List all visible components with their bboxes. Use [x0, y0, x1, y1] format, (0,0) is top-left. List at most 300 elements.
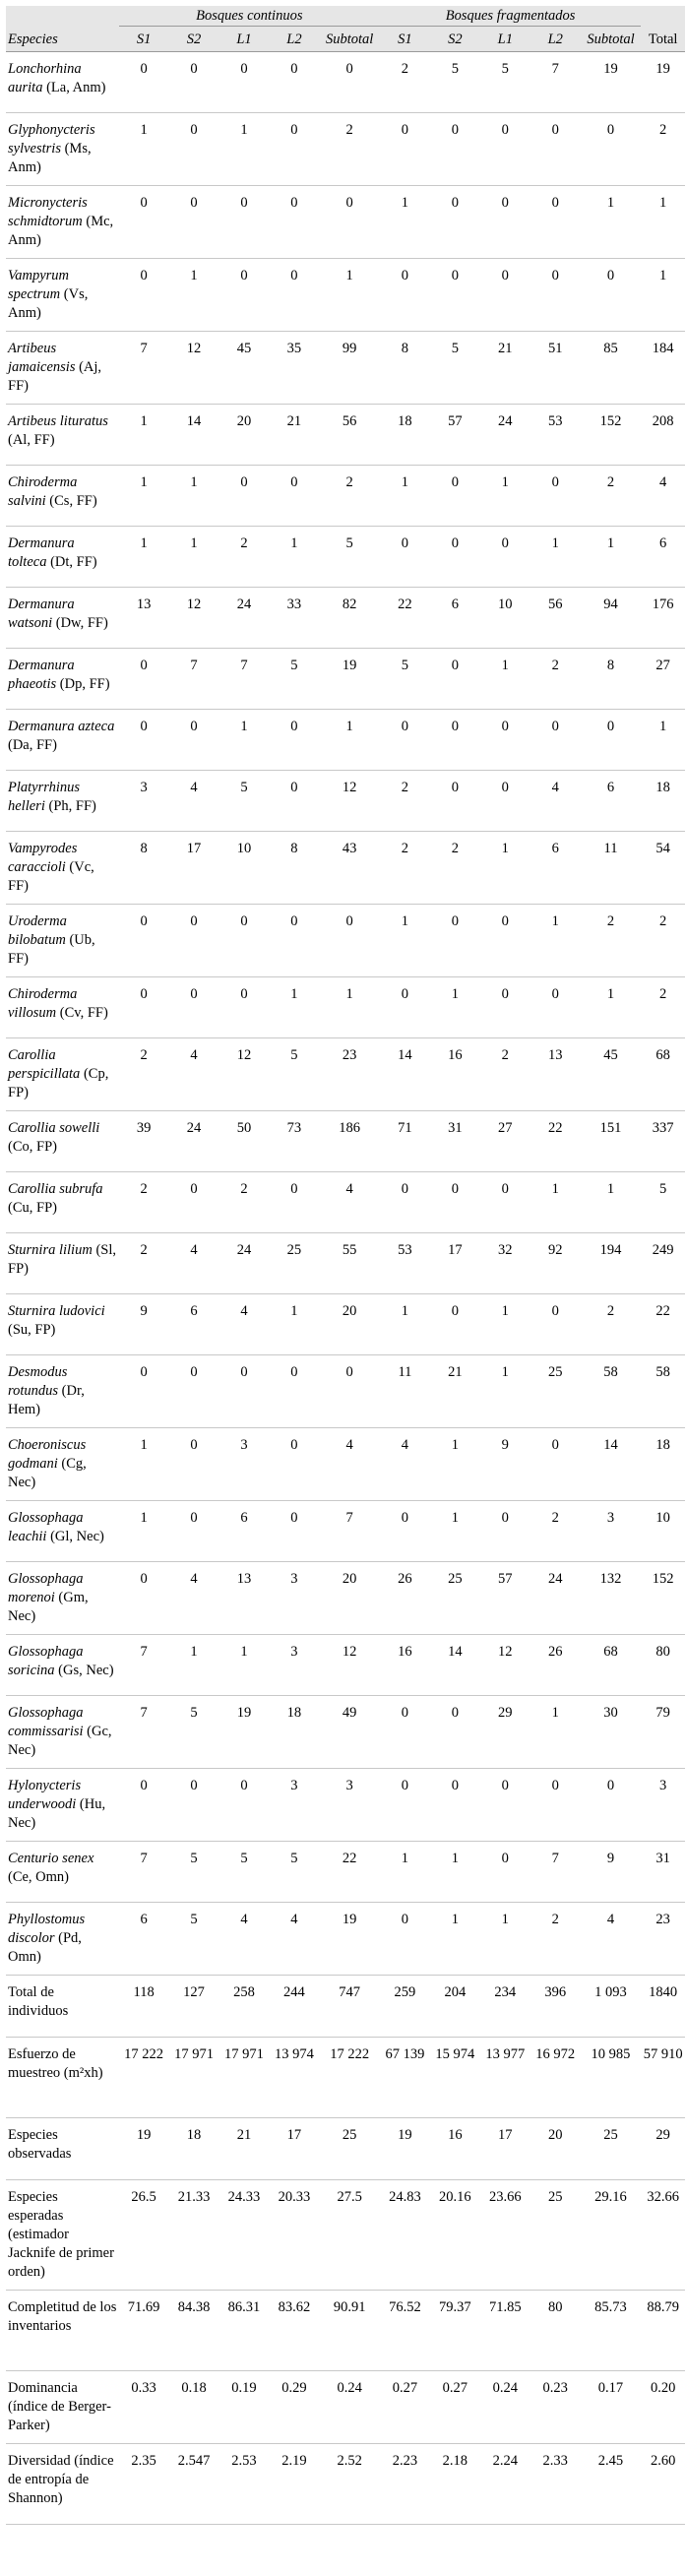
species-code: (Co, FP) — [8, 1139, 57, 1155]
value-cell: 7 — [530, 1842, 581, 1903]
species-name: Sturnira lilium — [8, 1242, 93, 1258]
header-l1: L1 — [219, 27, 270, 52]
summary-value-cell: 0.17 — [581, 2371, 642, 2444]
value-cell: 1 — [530, 1172, 581, 1233]
table-row — [6, 1233, 685, 1294]
value-cell: 56 — [530, 588, 581, 649]
value-cell: 4 — [219, 1903, 270, 1976]
value-cell: 0 — [119, 1769, 169, 1842]
value-cell: 5 — [169, 1842, 219, 1903]
value-cell: 11 — [581, 832, 642, 905]
table-row — [6, 527, 685, 588]
summary-value-cell: 80 — [530, 2291, 581, 2371]
value-cell: 0 — [119, 905, 169, 977]
value-cell: 68 — [641, 1038, 685, 1111]
value-cell: 0 — [269, 905, 319, 977]
value-cell: 7 — [219, 649, 270, 710]
summary-value-cell: 23.66 — [480, 2180, 530, 2291]
species-name: Lonchorhina aurita — [8, 61, 82, 95]
value-cell: 1 — [581, 977, 642, 1038]
species-name: Carollia sowelli — [8, 1120, 100, 1136]
value-cell: 0 — [169, 186, 219, 259]
value-cell: 0 — [219, 259, 270, 332]
value-cell: 14 — [581, 1428, 642, 1501]
value-cell: 51 — [530, 332, 581, 405]
value-cell: 45 — [219, 332, 270, 405]
value-cell: 2 — [380, 771, 430, 832]
value-cell: 0 — [269, 259, 319, 332]
species-cell — [6, 52, 119, 113]
value-cell: 152 — [641, 1562, 685, 1635]
species-cell — [6, 977, 119, 1038]
species-name: Carollia perspicillata — [8, 1047, 81, 1082]
value-cell: 49 — [319, 1696, 380, 1769]
value-cell: 7 — [119, 1842, 169, 1903]
value-cell: 85 — [581, 332, 642, 405]
value-cell: 20 — [219, 405, 270, 466]
value-cell: 9 — [581, 1842, 642, 1903]
summary-value-cell: 17 222 — [119, 2038, 169, 2118]
summary-value-cell: 2.19 — [269, 2444, 319, 2525]
value-cell: 3 — [119, 771, 169, 832]
value-cell: 0 — [269, 1172, 319, 1233]
value-cell: 4 — [169, 1562, 219, 1635]
summary-row — [6, 2291, 685, 2371]
value-cell: 12 — [480, 1635, 530, 1696]
value-cell: 19 — [219, 1696, 270, 1769]
summary-value-cell: 26.5 — [119, 2180, 169, 2291]
table-row — [6, 186, 685, 259]
header-blank — [641, 6, 685, 27]
value-cell: 33 — [269, 588, 319, 649]
summary-value-cell: 13 974 — [269, 2038, 319, 2118]
species-cell — [6, 1111, 119, 1172]
value-cell: 0 — [530, 186, 581, 259]
value-cell: 0 — [219, 977, 270, 1038]
value-cell: 1 — [169, 527, 219, 588]
header-group-row — [6, 6, 685, 27]
value-cell: 0 — [430, 259, 480, 332]
table-row — [6, 1428, 685, 1501]
species-cell — [6, 1172, 119, 1233]
header-blank — [6, 6, 119, 27]
summary-value-cell: 396 — [530, 1976, 581, 2038]
species-name: Glossophaga soricina — [8, 1644, 84, 1678]
species-name: Glyphonycteris sylvestris — [8, 122, 95, 157]
value-cell: 0 — [380, 113, 430, 186]
value-cell: 22 — [530, 1111, 581, 1172]
value-cell: 1 — [319, 259, 380, 332]
species-code: (Cs, FF) — [49, 493, 97, 509]
value-cell: 31 — [430, 1111, 480, 1172]
summary-value-cell: 17 971 — [219, 2038, 270, 2118]
header-s2: S2 — [430, 27, 480, 52]
summary-value-cell: 71.85 — [480, 2291, 530, 2371]
value-cell: 79 — [641, 1696, 685, 1769]
summary-value-cell: 0.27 — [380, 2371, 430, 2444]
value-cell: 20 — [319, 1562, 380, 1635]
species-code: (Mc, Anm) — [8, 214, 114, 248]
summary-value-cell: 67 139 — [380, 2038, 430, 2118]
value-cell: 3 — [269, 1635, 319, 1696]
value-cell: 21 — [269, 405, 319, 466]
value-cell: 1 — [119, 466, 169, 527]
value-cell: 1 — [269, 527, 319, 588]
table-row — [6, 771, 685, 832]
value-cell: 5 — [169, 1903, 219, 1976]
value-cell: 0 — [480, 259, 530, 332]
value-cell: 0 — [119, 1355, 169, 1428]
summary-value-cell: 20 — [530, 2118, 581, 2180]
value-cell: 0 — [480, 905, 530, 977]
summary-value-cell: 19 — [380, 2118, 430, 2180]
value-cell: 5 — [269, 1842, 319, 1903]
summary-value-cell: 10 985 — [581, 2038, 642, 2118]
value-cell: 0 — [169, 1769, 219, 1842]
value-cell: 1 — [430, 977, 480, 1038]
species-name: Dermanura tolteca — [8, 535, 75, 570]
species-code: (Ub, FF) — [8, 932, 95, 967]
species-cell — [6, 332, 119, 405]
species-code: (Vs, Anm) — [8, 286, 89, 321]
summary-value-cell: 259 — [380, 1976, 430, 2038]
value-cell: 1 — [119, 1501, 169, 1562]
value-cell: 176 — [641, 588, 685, 649]
value-cell: 1 — [480, 1903, 530, 1976]
summary-value-cell: 0.19 — [219, 2371, 270, 2444]
summary-value-cell: 0.24 — [480, 2371, 530, 2444]
header-subtotal: Subtotal — [319, 27, 380, 52]
value-cell: 3 — [581, 1501, 642, 1562]
species-cell — [6, 1696, 119, 1769]
value-cell: 0 — [219, 905, 270, 977]
species-code: (Cg, Nec) — [8, 1456, 87, 1490]
species-code: (Pd, Omn) — [8, 1930, 82, 1965]
summary-label: Especies esperadas (estimador Jacknife de primer orden) — [6, 2180, 119, 2291]
value-cell: 58 — [641, 1355, 685, 1428]
species-name: Glossophaga commissarisi — [8, 1705, 84, 1739]
value-cell: 25 — [269, 1233, 319, 1294]
species-name: Chiroderma villosum — [8, 986, 78, 1021]
table-row — [6, 977, 685, 1038]
value-cell: 0 — [119, 1562, 169, 1635]
value-cell: 249 — [641, 1233, 685, 1294]
value-cell: 11 — [380, 1355, 430, 1428]
value-cell: 0 — [430, 527, 480, 588]
value-cell: 0 — [380, 1903, 430, 1976]
species-name: Micronycteris schmidtorum — [8, 195, 88, 229]
value-cell: 0 — [530, 113, 581, 186]
species-code: (Ms, Anm) — [8, 141, 92, 175]
value-cell: 3 — [269, 1769, 319, 1842]
value-cell: 194 — [581, 1233, 642, 1294]
summary-row — [6, 2118, 685, 2180]
value-cell: 0 — [169, 113, 219, 186]
table-row — [6, 1769, 685, 1842]
value-cell: 5 — [430, 332, 480, 405]
value-cell: 4 — [269, 1903, 319, 1976]
header-species: Especies — [6, 27, 119, 52]
value-cell: 22 — [641, 1294, 685, 1355]
species-code: (Da, FF) — [8, 737, 57, 753]
value-cell: 1 — [119, 1428, 169, 1501]
value-cell: 1 — [480, 832, 530, 905]
species-name: Sturnira ludovici — [8, 1303, 105, 1319]
species-code: (Al, FF) — [8, 432, 55, 448]
value-cell: 0 — [269, 113, 319, 186]
summary-value-cell: 25 — [530, 2180, 581, 2291]
species-name: Uroderma bilobatum — [8, 913, 67, 948]
value-cell: 0 — [169, 1172, 219, 1233]
value-cell: 2 — [480, 1038, 530, 1111]
value-cell: 0 — [119, 52, 169, 113]
value-cell: 1 — [581, 527, 642, 588]
header-l1: L1 — [480, 27, 530, 52]
species-code: (Cu, FP) — [8, 1200, 57, 1216]
species-code: (Dt, FF) — [50, 554, 97, 570]
value-cell: 12 — [319, 771, 380, 832]
value-cell: 24 — [219, 588, 270, 649]
species-code: (Dw, FF) — [55, 615, 108, 631]
value-cell: 0 — [380, 1696, 430, 1769]
table-body — [6, 52, 685, 2525]
value-cell: 0 — [319, 1355, 380, 1428]
header-group-fragmented: Bosques fragmentados — [380, 6, 641, 27]
value-cell: 0 — [480, 977, 530, 1038]
summary-value-cell: 86.31 — [219, 2291, 270, 2371]
summary-value-cell: 2.547 — [169, 2444, 219, 2525]
summary-value-cell: 1 093 — [581, 1976, 642, 2038]
value-cell: 1 — [530, 527, 581, 588]
species-code: (La, Anm) — [46, 80, 106, 95]
species-cell — [6, 710, 119, 771]
species-cell — [6, 1562, 119, 1635]
summary-value-cell: 2.18 — [430, 2444, 480, 2525]
value-cell: 2 — [380, 832, 430, 905]
value-cell: 0 — [380, 259, 430, 332]
value-cell: 0 — [530, 466, 581, 527]
species-cell — [6, 113, 119, 186]
value-cell: 5 — [219, 771, 270, 832]
value-cell: 24 — [480, 405, 530, 466]
value-cell: 16 — [380, 1635, 430, 1696]
value-cell: 14 — [430, 1635, 480, 1696]
value-cell: 1 — [380, 905, 430, 977]
value-cell: 0 — [430, 466, 480, 527]
species-code: (Su, FP) — [8, 1322, 56, 1338]
value-cell: 5 — [269, 1038, 319, 1111]
species-cell — [6, 832, 119, 905]
value-cell: 23 — [319, 1038, 380, 1111]
value-cell: 0 — [480, 1842, 530, 1903]
value-cell: 0 — [119, 186, 169, 259]
value-cell: 14 — [169, 405, 219, 466]
summary-value-cell: 0.29 — [269, 2371, 319, 2444]
value-cell: 27 — [641, 649, 685, 710]
value-cell: 1 — [119, 405, 169, 466]
value-cell: 1 — [641, 186, 685, 259]
summary-row — [6, 2038, 685, 2118]
summary-value-cell: 0.20 — [641, 2371, 685, 2444]
species-cell — [6, 1038, 119, 1111]
header-group-continuous: Bosques continuos — [119, 6, 380, 27]
value-cell: 2 — [530, 649, 581, 710]
value-cell: 2 — [319, 466, 380, 527]
value-cell: 0 — [530, 259, 581, 332]
value-cell: 17 — [169, 832, 219, 905]
value-cell: 1 — [430, 1842, 480, 1903]
table-row — [6, 1501, 685, 1562]
value-cell: 1 — [219, 113, 270, 186]
value-cell: 13 — [119, 588, 169, 649]
value-cell: 0 — [581, 259, 642, 332]
value-cell: 4 — [581, 1903, 642, 1976]
summary-label: Diversidad (índice de entropía de Shannon) — [6, 2444, 119, 2525]
species-cell — [6, 588, 119, 649]
summary-value-cell: 1840 — [641, 1976, 685, 2038]
value-cell: 2 — [319, 113, 380, 186]
value-cell: 0 — [380, 1501, 430, 1562]
value-cell: 1 — [319, 710, 380, 771]
value-cell: 12 — [169, 588, 219, 649]
summary-value-cell: 17 222 — [319, 2038, 380, 2118]
value-cell: 1 — [430, 1903, 480, 1976]
value-cell: 0 — [581, 113, 642, 186]
table-row — [6, 1842, 685, 1903]
species-code: (Gl, Nec) — [50, 1529, 104, 1544]
value-cell: 22 — [380, 588, 430, 649]
summary-value-cell: 32.66 — [641, 2180, 685, 2291]
value-cell: 1 — [641, 710, 685, 771]
value-cell: 82 — [319, 588, 380, 649]
value-cell: 22 — [319, 1842, 380, 1903]
value-cell: 0 — [269, 466, 319, 527]
species-name: Dermanura watsoni — [8, 597, 75, 631]
value-cell: 4 — [380, 1428, 430, 1501]
value-cell: 0 — [219, 52, 270, 113]
value-cell: 1 — [530, 1696, 581, 1769]
value-cell: 1 — [119, 527, 169, 588]
value-cell: 0 — [530, 1428, 581, 1501]
value-cell: 0 — [581, 710, 642, 771]
species-code: (Sl, FP) — [8, 1242, 116, 1277]
value-cell: 1 — [119, 113, 169, 186]
summary-row — [6, 1976, 685, 2038]
value-cell: 1 — [380, 466, 430, 527]
value-cell: 1 — [581, 1172, 642, 1233]
species-name: Dermanura phaeotis — [8, 658, 75, 692]
table-row — [6, 52, 685, 113]
table-row — [6, 259, 685, 332]
value-cell: 2 — [641, 905, 685, 977]
summary-value-cell: 57 910 — [641, 2038, 685, 2118]
value-cell: 0 — [430, 1696, 480, 1769]
species-cell — [6, 771, 119, 832]
value-cell: 0 — [380, 1769, 430, 1842]
summary-value-cell: 21 — [219, 2118, 270, 2180]
value-cell: 1 — [581, 186, 642, 259]
value-cell: 0 — [430, 1769, 480, 1842]
species-code: (Gs, Nec) — [58, 1663, 114, 1678]
summary-value-cell: 85.73 — [581, 2291, 642, 2371]
summary-value-cell: 83.62 — [269, 2291, 319, 2371]
summary-value-cell: 20.16 — [430, 2180, 480, 2291]
table-row — [6, 832, 685, 905]
summary-label: Completitud de los inventarios — [6, 2291, 119, 2371]
value-cell: 18 — [269, 1696, 319, 1769]
value-cell: 6 — [530, 832, 581, 905]
value-cell: 0 — [319, 186, 380, 259]
header-s2: S2 — [169, 27, 219, 52]
summary-value-cell: 16 — [430, 2118, 480, 2180]
summary-value-cell: 27.5 — [319, 2180, 380, 2291]
summary-row — [6, 2371, 685, 2444]
value-cell: 0 — [380, 527, 430, 588]
summary-value-cell: 71.69 — [119, 2291, 169, 2371]
value-cell: 0 — [430, 905, 480, 977]
summary-value-cell: 18 — [169, 2118, 219, 2180]
value-cell: 0 — [530, 977, 581, 1038]
table-header — [6, 6, 685, 52]
value-cell: 25 — [430, 1562, 480, 1635]
value-cell: 0 — [380, 1172, 430, 1233]
value-cell: 0 — [269, 1428, 319, 1501]
value-cell: 4 — [641, 466, 685, 527]
value-cell: 16 — [430, 1038, 480, 1111]
table-row — [6, 332, 685, 405]
summary-value-cell: 234 — [480, 1976, 530, 2038]
species-name: Phyllostomus discolor — [8, 1912, 86, 1946]
value-cell: 0 — [430, 1172, 480, 1233]
summary-value-cell: 29 — [641, 2118, 685, 2180]
species-cell — [6, 1769, 119, 1842]
summary-value-cell: 24.33 — [219, 2180, 270, 2291]
value-cell: 1 — [169, 259, 219, 332]
species-cell — [6, 1355, 119, 1428]
summary-value-cell: 90.91 — [319, 2291, 380, 2371]
species-name: Vampyrodes caraccioli — [8, 841, 78, 875]
value-cell: 50 — [219, 1111, 270, 1172]
species-name: Hylonycteris underwoodi — [8, 1778, 82, 1812]
value-cell: 6 — [169, 1294, 219, 1355]
species-code: (Ce, Omn) — [8, 1869, 70, 1885]
table-row — [6, 1038, 685, 1111]
value-cell: 57 — [430, 405, 480, 466]
summary-label: Esfuerzo de muestreo (m²xh) — [6, 2038, 119, 2118]
summary-value-cell: 0.24 — [319, 2371, 380, 2444]
species-name: Vampyrum spectrum — [8, 268, 70, 302]
value-cell: 18 — [641, 771, 685, 832]
value-cell: 10 — [641, 1501, 685, 1562]
value-cell: 9 — [480, 1428, 530, 1501]
table-row — [6, 1294, 685, 1355]
summary-value-cell: 2.45 — [581, 2444, 642, 2525]
value-cell: 1 — [169, 1635, 219, 1696]
species-cell — [6, 405, 119, 466]
value-cell: 17 — [430, 1233, 480, 1294]
species-name: Centurio senex — [8, 1851, 94, 1866]
summary-value-cell: 17 — [480, 2118, 530, 2180]
value-cell: 0 — [169, 905, 219, 977]
species-code: (Vc, FF) — [8, 859, 94, 894]
summary-value-cell: 0.33 — [119, 2371, 169, 2444]
summary-value-cell: 118 — [119, 1976, 169, 2038]
value-cell: 2 — [380, 52, 430, 113]
value-cell: 0 — [480, 710, 530, 771]
value-cell: 6 — [219, 1501, 270, 1562]
value-cell: 1 — [269, 977, 319, 1038]
value-cell: 2 — [430, 832, 480, 905]
